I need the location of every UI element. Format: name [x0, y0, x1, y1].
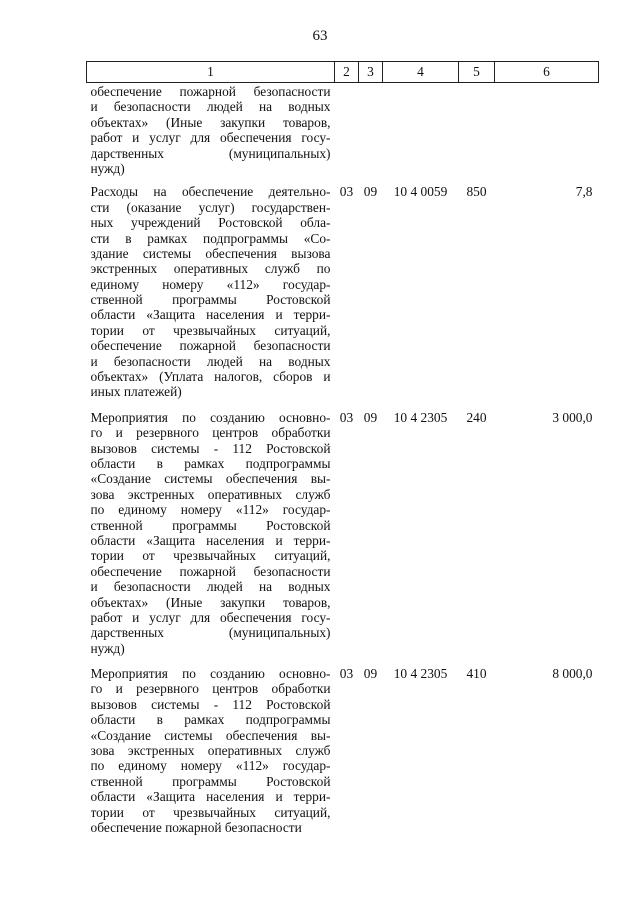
- row-expense-type: 240: [466, 409, 487, 425]
- table-row: [87, 182, 599, 407]
- description-line: дарственных (муниципальных): [90, 625, 331, 641]
- table-row: [87, 664, 599, 843]
- description-line: «Создание системы обеспечения вы-: [90, 727, 331, 743]
- description-line: и безопасности людей на водных: [90, 99, 331, 115]
- description-line: тории от чрезвычайных ситуаций,: [90, 322, 331, 338]
- description-line: экстренных оперативных служб по: [90, 261, 331, 277]
- table-row: [87, 408, 599, 664]
- description-line: Расходы на обеспечение деятельно-: [90, 184, 331, 200]
- description-line: Мероприятия по созданию основно-: [90, 666, 331, 682]
- description-line: ных учреждений Ростовской обла-: [90, 215, 331, 231]
- row-target-article: 10 4 0059: [393, 184, 448, 200]
- description-line: области «Защита населения и терри-: [90, 532, 331, 548]
- description-line: обеспечение пожарной безопасности: [90, 819, 302, 835]
- description-line: и безопасности людей на водных: [90, 353, 331, 369]
- table-header: [87, 62, 599, 83]
- description-line: работ и услуг для обеспечения госу-: [90, 130, 331, 146]
- description-line: обеспечение пожарной безопасности: [90, 338, 331, 354]
- description-line: области в рамках подпрограммы: [90, 455, 331, 471]
- row-description: [87, 408, 335, 664]
- header-col-3: 3: [359, 62, 383, 83]
- description-line: объектах» (Уплата налогов, сборов и: [90, 369, 331, 385]
- description-line: го и резервного центров обработки: [90, 425, 331, 441]
- description-line: тории от чрезвычайных ситуаций,: [90, 548, 331, 564]
- header-col-6: 6: [495, 62, 599, 83]
- row-section-code: 03: [339, 409, 354, 425]
- description-line: области «Защита населения и терри-: [90, 789, 331, 805]
- description-line: зова экстренных оперативных служб: [90, 743, 331, 759]
- row-amount: 8 000,0: [552, 666, 593, 682]
- description-line: здание системы обеспечения вызова: [90, 245, 331, 261]
- budget-table: [86, 61, 599, 843]
- row-subsection-code: [359, 83, 383, 183]
- description-line: обеспечение пожарной безопасности: [90, 84, 331, 99]
- description-line: сти в рамках подпрограммы «Со-: [90, 230, 331, 246]
- table-row: [87, 83, 599, 183]
- description-line: объектах» (Иные закупки товаров,: [90, 594, 331, 610]
- description-line: тории от чрезвычайных ситуаций,: [90, 804, 331, 820]
- row-target-article: 10 4 2305: [393, 666, 448, 682]
- row-section-code: 03: [339, 184, 354, 200]
- row-target-article: 10 4 2305: [393, 409, 448, 425]
- row-amount: [495, 83, 599, 183]
- row-section-code: [335, 83, 359, 183]
- description-line: по единому номеру «112» государ-: [90, 758, 331, 774]
- table-body: [87, 83, 599, 844]
- row-amount: 7,8: [575, 184, 593, 200]
- description-line: ственной программы Ростовской: [90, 517, 331, 533]
- description-line: и безопасности людей на водных: [90, 579, 331, 595]
- row-target-article: [383, 83, 459, 183]
- header-col-1: 1: [87, 62, 335, 83]
- header-col-4: 4: [383, 62, 459, 83]
- row-expense-type: 850: [466, 184, 487, 200]
- row-section-code: 03: [339, 666, 354, 682]
- description-line: го и резервного центров обработки: [90, 681, 331, 697]
- description-line: иных платежей): [90, 384, 182, 400]
- description-line: нужд): [90, 640, 125, 656]
- description-line: области в рамках подпрограммы: [90, 712, 331, 728]
- description-line: объектах» (Иные закупки товаров,: [90, 114, 331, 130]
- header-col-5: 5: [459, 62, 495, 83]
- description-line: по единому номеру «112» государ-: [90, 502, 331, 518]
- row-description: [87, 83, 335, 183]
- row-subsection-code: 09: [363, 409, 378, 425]
- description-line: ственной программы Ростовской: [90, 292, 331, 308]
- description-line: дарственных (муниципальных): [90, 145, 331, 161]
- description-line: вызовов системы - 112 Ростовской: [90, 440, 331, 456]
- row-expense-type: 410: [466, 666, 487, 682]
- row-amount: 3 000,0: [552, 409, 593, 425]
- description-line: ственной программы Ростовской: [90, 773, 331, 789]
- description-line: нужд): [90, 160, 125, 176]
- description-line: Мероприятия по созданию основно-: [90, 409, 331, 425]
- table-header-row: [87, 62, 599, 83]
- row-subsection-code: 09: [363, 666, 378, 682]
- row-description: [87, 664, 335, 843]
- header-col-2: 2: [335, 62, 359, 83]
- description-line: зова экстренных оперативных служб: [90, 486, 331, 502]
- description-line: области «Защита населения и терри-: [90, 307, 331, 323]
- description-line: обеспечение пожарной безопасности: [90, 563, 331, 579]
- row-subsection-code: 09: [363, 184, 378, 200]
- description-line: «Создание системы обеспечения вы-: [90, 471, 331, 487]
- description-line: вызовов системы - 112 Ростовской: [90, 696, 331, 712]
- page-number: 63: [312, 28, 328, 44]
- row-expense-type: [459, 83, 495, 183]
- description-line: сти (оказание услуг) государствен-: [90, 199, 331, 215]
- description-line: работ и услуг для обеспечения госу-: [90, 609, 331, 625]
- description-line: единому номеру «112» государ-: [90, 276, 331, 292]
- row-description: [87, 182, 335, 407]
